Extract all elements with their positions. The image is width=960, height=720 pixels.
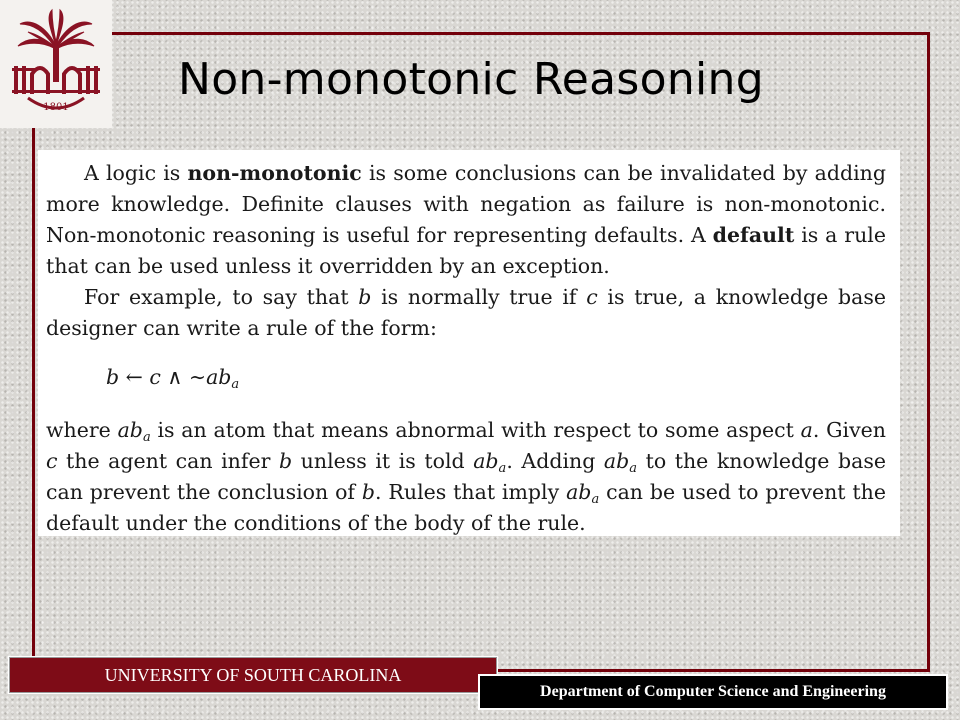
- rule-formula: [106, 362, 886, 393]
- text-run: . Given: [812, 418, 886, 442]
- university-banner: UNIVERSITY OF SOUTH CAROLINA: [8, 656, 498, 694]
- math-subscript: a: [498, 461, 507, 476]
- text-run: unless it is told: [292, 449, 474, 473]
- math-var: c: [46, 449, 58, 473]
- paragraph-explanation: [46, 415, 886, 539]
- text-panel: [38, 150, 900, 536]
- logo-year: 1801: [43, 102, 69, 113]
- math-var: b: [361, 480, 376, 504]
- math-arrow: ←: [119, 365, 150, 389]
- math-subscript: a: [231, 377, 240, 392]
- math-var: ab: [603, 449, 630, 473]
- logo: [0, 0, 112, 128]
- text-run: where: [46, 418, 118, 442]
- math-var: b: [278, 449, 293, 473]
- paragraph-example: [46, 282, 886, 344]
- math-var: b: [106, 365, 120, 389]
- paragraph-definition: [46, 158, 886, 282]
- text-run: the agent can infer: [57, 449, 279, 473]
- math-var: ab: [117, 418, 143, 442]
- math-var: a: [800, 418, 813, 442]
- term-non-monotonic: non-monotonic: [187, 161, 362, 185]
- text-run: is normally true if: [371, 285, 587, 309]
- math-subscript: a: [591, 492, 600, 507]
- math-subscript: a: [142, 430, 151, 445]
- page-title: Non-monotonic Reasoning: [178, 54, 764, 105]
- text-run: to the knowledge base can prevent the conclusion of: [46, 449, 886, 504]
- term-default: default: [712, 223, 795, 247]
- department-banner: Department of Computer Science and Engineering: [478, 674, 948, 710]
- math-var: ab: [206, 365, 232, 389]
- text-run: . Rules that imply: [375, 480, 567, 504]
- math-var: c: [149, 365, 161, 389]
- text-run: For example, to say that: [84, 285, 359, 309]
- text-run: is a rule that can be used unless it overridden by an exception.: [46, 223, 886, 278]
- math-var: b: [358, 285, 372, 309]
- palmetto-seal-icon: [6, 6, 106, 118]
- text-run: A logic is: [84, 161, 188, 185]
- text-run: can be used to prevent the default under the conditions of the body of the rule.: [46, 480, 886, 535]
- math-var: ab: [566, 480, 592, 504]
- text-run: is true, a knowledge base designer can write a rule of the form:: [46, 285, 886, 340]
- math-and: ∧: [160, 365, 189, 389]
- math-subscript: a: [629, 461, 638, 476]
- math-var: c: [586, 285, 598, 309]
- text-run: is an atom that means abnormal with respect to some aspect: [150, 418, 801, 442]
- math-var: ab: [473, 449, 499, 473]
- math-neg: ∼: [188, 365, 207, 389]
- text-run: . Adding: [506, 449, 604, 473]
- text-run: is some conclusions can be invalidated by adding more knowledge. Definite clauses with negation as failure is non-monotonic. Non-monotonic reasoning is useful for representing defaults. A: [46, 161, 886, 247]
